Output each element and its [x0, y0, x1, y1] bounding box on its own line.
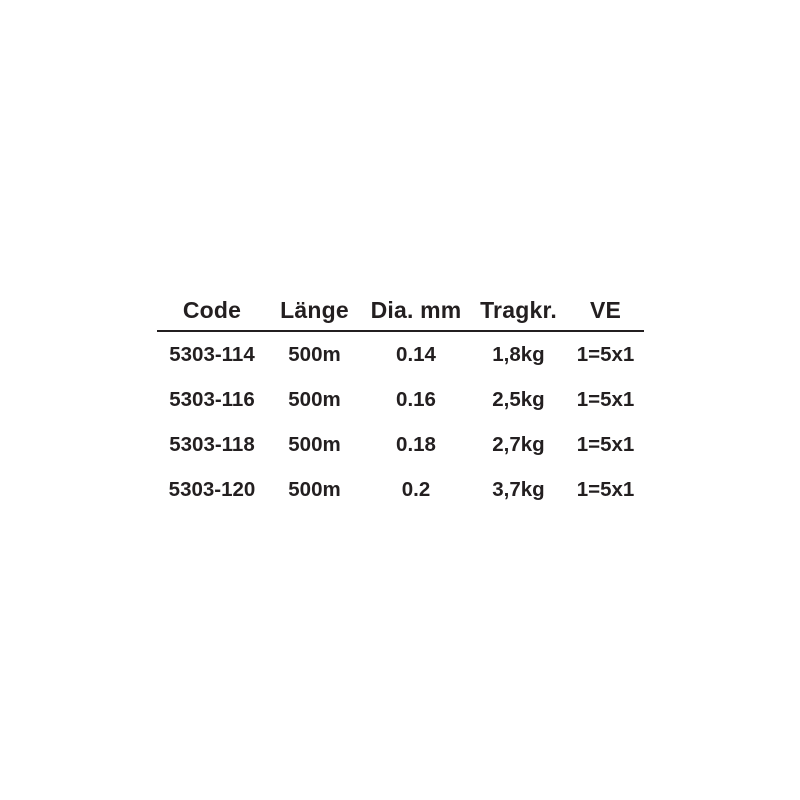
cell-tragkr: 2,7kg	[492, 432, 545, 456]
table-header	[157, 290, 644, 331]
table-header-row	[157, 290, 644, 331]
cell-laenge: 500m	[288, 477, 341, 501]
cell-dia: 0.2	[401, 477, 431, 501]
table-row	[157, 377, 644, 422]
cell-code: 5303-120	[168, 477, 256, 501]
table-row	[157, 422, 644, 467]
column-header-code: Code	[157, 290, 267, 331]
cell-dia: 0.18	[396, 432, 436, 456]
column-header-tragkr: Tragkr.	[470, 290, 567, 331]
product-spec-table	[157, 290, 644, 512]
cell-dia: 0.14	[396, 342, 436, 366]
cell-ve: 1=5x1	[576, 342, 635, 366]
cell-ve: 1=5x1	[576, 387, 635, 411]
cell-laenge: 500m	[288, 432, 341, 456]
cell-dia: 0.16	[396, 387, 436, 411]
column-header-ve: VE	[567, 290, 644, 331]
cell-ve: 1=5x1	[576, 477, 635, 501]
cell-code: 5303-116	[169, 387, 255, 411]
table-row	[157, 331, 644, 377]
column-header-laenge: Länge	[267, 290, 362, 331]
cell-code: 5303-114	[169, 342, 255, 366]
cell-code: 5303-118	[169, 432, 255, 456]
column-header-dia: Dia. mm	[362, 290, 470, 331]
cell-laenge: 500m	[288, 387, 341, 411]
table-row	[157, 467, 644, 512]
cell-tragkr: 3,7kg	[492, 477, 545, 501]
cell-ve: 1=5x1	[576, 432, 635, 456]
cell-tragkr: 1,8kg	[492, 342, 545, 366]
cell-tragkr: 2,5kg	[492, 387, 545, 411]
specification-table	[157, 290, 644, 512]
table-body	[157, 331, 644, 512]
cell-laenge: 500m	[288, 342, 341, 366]
